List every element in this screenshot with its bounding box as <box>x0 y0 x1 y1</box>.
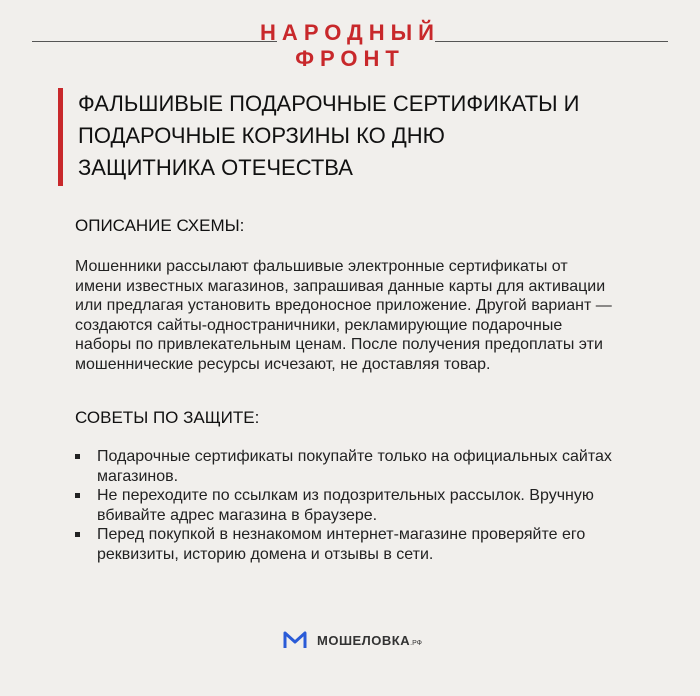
tip-line: Подарочные сертификаты покупайте только на официальных сайтах <box>97 448 612 465</box>
brand-suffix: .РФ <box>410 640 422 647</box>
title-line: ЗАЩИТНИКА ОТЕЧЕСТВА <box>78 155 353 180</box>
brand-text: МОШЕЛОВКА <box>317 633 411 648</box>
tip-line: Не переходите по ссылкам из подозрительных рассылок. Вручную <box>97 487 594 505</box>
bullet-icon <box>75 454 80 459</box>
description-line: мошеннические ресурсы исчезают, не доставляя товар. <box>75 355 491 373</box>
description-line: создаются сайты-одностраничники, рекламирующие подарочные <box>75 316 563 334</box>
tip-item <box>75 447 675 486</box>
tips-heading: СОВЕТЫ ПО ЗАЩИТЕ: <box>75 408 260 427</box>
description-heading: ОПИСАНИЕ СХЕМЫ: <box>75 216 245 235</box>
description-line: имени известных магазинов, запрашивая данные карты для активации <box>75 277 606 295</box>
tip-line: вбивайте адрес магазина в браузере. <box>97 506 378 524</box>
title-line: ФАЛЬШИВЫЕ ПОДАРОЧНЫЕ СЕРТИФИКАТЫ И <box>78 91 580 116</box>
description-line: Мошенники рассылают фальшивые электронные сертификаты от <box>75 258 568 275</box>
description-line: наборы по привлекательным ценам. После получения предоплаты эти <box>75 336 603 354</box>
tip-item <box>75 486 675 525</box>
page-title <box>78 88 638 184</box>
logo-line-2: ФРОНТ <box>295 46 405 71</box>
bullet-icon <box>75 493 80 498</box>
title-line: ПОДАРОЧНЫЕ КОРЗИНЫ КО ДНЮ <box>78 123 445 148</box>
title-accent-bar <box>58 88 63 186</box>
tip-item <box>75 525 675 564</box>
m-logo-icon <box>283 630 307 650</box>
tip-line: Перед покупкой в незнакомом интернет-магазине проверяйте его <box>97 526 586 544</box>
brand-name <box>317 633 422 648</box>
header <box>0 18 700 78</box>
description-text <box>75 257 675 375</box>
tips-list <box>75 447 675 565</box>
bullet-icon <box>75 532 80 537</box>
tip-line: реквизиты, историю домена и отзывы в сети. <box>97 545 434 563</box>
tip-line: магазинов. <box>97 467 179 485</box>
logo-line-1: НАРОДНЫЙ <box>260 20 440 45</box>
description-line: или предлагая установить вредоносное приложение. Другой вариант — <box>75 297 612 315</box>
